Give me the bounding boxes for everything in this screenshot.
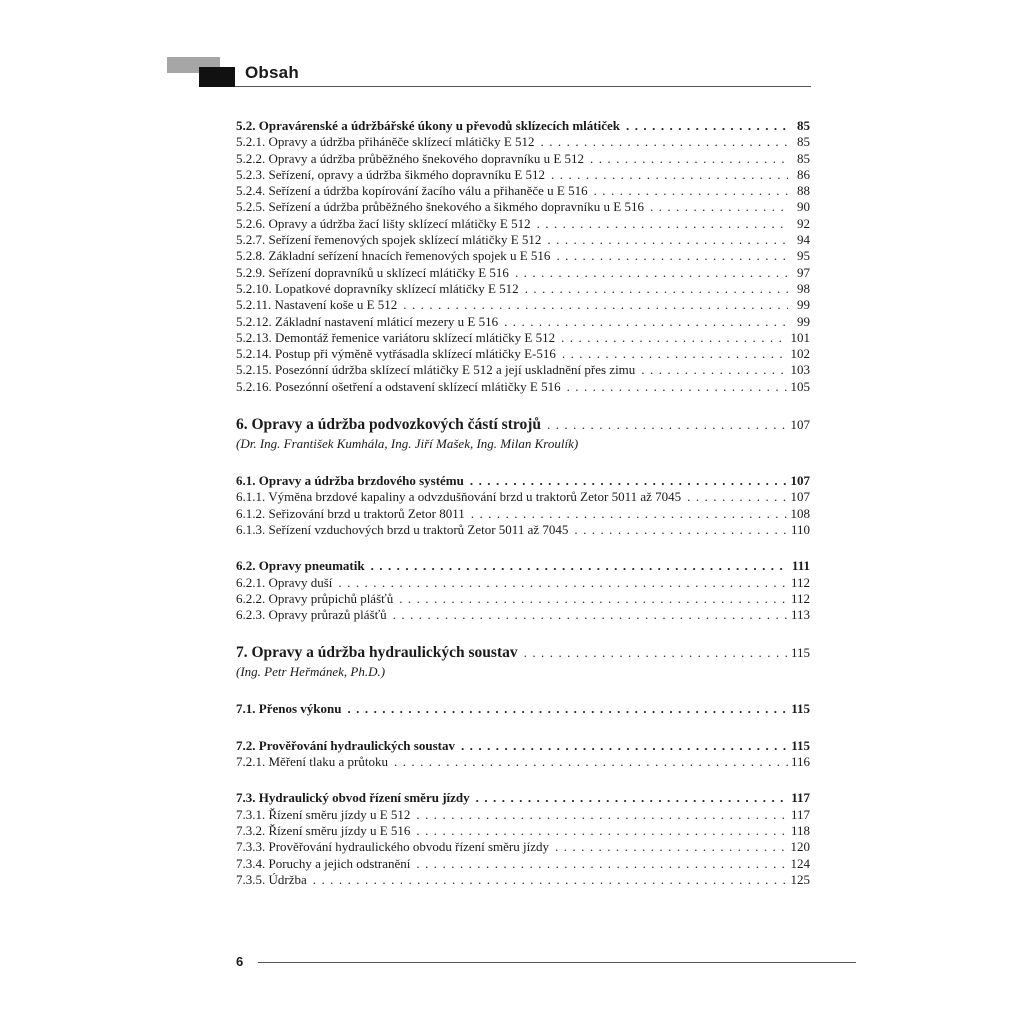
toc-leader bbox=[531, 216, 788, 232]
toc-entry-title: 5.2.3. Seřízení, opravy a údržba šikmého dopravníku E 512 bbox=[236, 166, 546, 182]
spacer bbox=[236, 770, 810, 790]
toc-entry-title: 6.1. Opravy a údržba brzdového systému bbox=[236, 473, 464, 489]
toc-entry-title: 5.2.1. Opravy a údržba přiháněče sklízecí mlátičky E 512 bbox=[236, 134, 535, 150]
toc-leader bbox=[541, 232, 788, 248]
toc-leader bbox=[541, 414, 788, 436]
toc-entry-title: 7.3. Hydraulický obvod řízení směru jízdy bbox=[236, 790, 470, 806]
toc-section-heading bbox=[236, 701, 810, 717]
toc-entry-page: 85 bbox=[797, 118, 810, 133]
toc-entry-title: 5.2.9. Seřízení dopravníků u sklízecí mlátičky E 516 bbox=[236, 264, 509, 280]
toc-leader bbox=[509, 265, 788, 281]
toc-entry-title: 6.1.2. Seřizování brzd u traktorů Zetor 8011 bbox=[236, 505, 465, 521]
toc-entry-page: 98 bbox=[797, 280, 810, 296]
toc-entry-page: 112 bbox=[790, 590, 810, 606]
toc-leader bbox=[681, 489, 788, 505]
toc-entry-title: 5.2.6. Opravy a údržba žací lišty sklízecí mlátičky E 512 bbox=[236, 215, 531, 231]
toc-entry-page: 105 bbox=[790, 378, 810, 394]
toc-entry bbox=[236, 134, 810, 150]
toc-leader bbox=[535, 134, 788, 150]
toc-leader bbox=[549, 839, 788, 855]
toc-entry bbox=[236, 575, 810, 591]
toc-leader bbox=[307, 872, 788, 888]
toc-entry bbox=[236, 506, 810, 522]
toc-entry-page: 125 bbox=[790, 871, 810, 887]
toc-leader bbox=[397, 297, 788, 313]
spacer bbox=[236, 680, 810, 701]
toc-leader bbox=[365, 558, 788, 574]
toc-entry bbox=[236, 754, 810, 770]
toc-entry-page: 90 bbox=[797, 199, 810, 215]
toc-entry bbox=[236, 314, 810, 330]
toc-entry-title: 5.2.11. Nastavení koše u E 512 bbox=[236, 297, 398, 313]
footer-rule bbox=[258, 962, 856, 963]
spacer bbox=[236, 538, 810, 558]
page-header-title: Obsah bbox=[245, 63, 299, 82]
page-number: 6 bbox=[236, 954, 244, 969]
toc-leader bbox=[410, 856, 788, 872]
toc-leader bbox=[341, 701, 788, 717]
toc-entry bbox=[236, 489, 810, 505]
toc-entry-page: 95 bbox=[797, 248, 810, 264]
spacer bbox=[236, 623, 810, 642]
toc-leader bbox=[470, 790, 788, 806]
toc-leader bbox=[588, 183, 788, 199]
spacer bbox=[236, 452, 810, 473]
toc-entry-title: 5.2.15. Posezónní údržba sklízecí mlátičky E 512 a její uskladnění přes zimu bbox=[236, 362, 636, 378]
toc-entry-page: 99 bbox=[797, 313, 810, 329]
toc-leader bbox=[455, 738, 788, 754]
toc-entry-title: 7.1. Přenos výkonu bbox=[236, 701, 342, 717]
toc-leader bbox=[556, 346, 788, 362]
toc-entry-page: 115 bbox=[791, 701, 810, 717]
toc-leader bbox=[584, 151, 788, 167]
toc-entry-page: 116 bbox=[790, 754, 810, 770]
toc-entry-page: 101 bbox=[790, 329, 810, 345]
toc-entry-title: 6.1.3. Seřízení vzduchových brzd u traktorů Zetor 5011 až 7045 bbox=[236, 521, 569, 537]
toc-entry bbox=[236, 522, 810, 538]
spacer bbox=[236, 718, 810, 738]
toc-entry-page: 85 bbox=[797, 134, 810, 150]
toc-leader bbox=[393, 591, 788, 607]
toc-entry-page: 108 bbox=[790, 505, 810, 521]
toc-entry-title: 5.2.14. Postup při výměně vytřásadla sklízecí mlátičky E-516 bbox=[236, 346, 556, 362]
toc-leader bbox=[498, 314, 788, 330]
toc-section-heading bbox=[236, 790, 810, 806]
toc-entry-title: 5.2.7. Seřízení řemenových spojek sklízecí mlátičky E 512 bbox=[236, 232, 542, 248]
toc-entry bbox=[236, 281, 810, 297]
chapter-authors: (Ing. Petr Heřmánek, Ph.D.) bbox=[236, 664, 386, 680]
toc-entry-page: 107 bbox=[790, 489, 810, 505]
toc-entry bbox=[236, 839, 810, 855]
toc-entry-title: 5.2.13. Demontáž řemenice variátoru sklízecí mlátičky E 512 bbox=[236, 329, 556, 345]
toc-entry-title: 6.1.1. Výměna brzdové kapaliny a odvzdušňování brzd u traktorů Zetor 5011 až 7045 bbox=[236, 489, 682, 505]
chapter-authors: (Dr. Ing. František Kumhála, Ing. Jiří Mašek, Ing. Milan Kroulík) bbox=[236, 436, 579, 452]
toc-entry-title: 5.2.5. Seřízení a údržba průběžného šnekového a šikmého dopravníku u E 516 bbox=[236, 199, 644, 215]
toc-entry bbox=[236, 379, 810, 395]
toc-entry-title: 7.2.1. Měření tlaku a průtoku bbox=[236, 754, 388, 770]
toc-leader bbox=[388, 754, 788, 770]
toc-entry-page: 112 bbox=[790, 574, 810, 590]
toc-entry bbox=[236, 183, 810, 199]
toc-entry-page: 92 bbox=[797, 215, 810, 231]
toc-entry-title: 6.2.1. Opravy duší bbox=[236, 574, 333, 590]
toc-entry-title: 5.2. Opravárenské a údržbářské úkony u převodů sklízecích mlátiček bbox=[236, 118, 621, 133]
toc-entry bbox=[236, 607, 810, 623]
toc-entry-title: 6.2.3. Opravy průrazů plášťů bbox=[236, 607, 387, 623]
toc-entry-page: 117 bbox=[791, 790, 810, 806]
toc-entry-page: 120 bbox=[790, 839, 810, 855]
toc-entry-title: 5.2.10. Lopatkové dopravníky sklízecí mlátičky E 512 bbox=[236, 280, 519, 296]
toc-leader bbox=[410, 807, 788, 823]
toc-entry-page: 107 bbox=[790, 417, 810, 433]
toc-leader bbox=[555, 330, 788, 346]
toc-entry bbox=[236, 265, 810, 281]
toc-entry bbox=[236, 872, 810, 888]
spacer bbox=[236, 395, 810, 414]
toc-leader bbox=[332, 575, 788, 591]
toc-leader bbox=[635, 362, 788, 378]
toc-leader bbox=[545, 167, 788, 183]
toc-entry-page: 117 bbox=[790, 806, 810, 822]
toc-entry-title: 6.2. Opravy pneumatik bbox=[236, 558, 365, 574]
toc-chapter-title: 7. Opravy a údržba hydraulických soustav bbox=[236, 644, 518, 662]
toc-section-heading bbox=[236, 118, 810, 134]
toc-leader bbox=[464, 473, 788, 489]
toc-entry bbox=[236, 151, 810, 167]
toc-entry bbox=[236, 330, 810, 346]
toc-entry bbox=[236, 823, 810, 839]
toc-entry-page: 118 bbox=[790, 822, 810, 838]
toc-entry bbox=[236, 216, 810, 232]
toc-section-heading bbox=[236, 473, 810, 489]
toc-entry bbox=[236, 856, 810, 872]
toc-leader bbox=[410, 823, 788, 839]
toc-entry bbox=[236, 807, 810, 823]
toc-leader bbox=[518, 642, 788, 664]
toc-entry-title: 7.3.2. Řízení směru jízdy u E 516 bbox=[236, 822, 411, 838]
toc-entry-title: 7.3.3. Prověřování hydraulického obvodu řízení směru jízdy bbox=[236, 839, 550, 855]
toc-entry-title: 5.2.12. Základní nastavení mláticí mezery u E 516 bbox=[236, 313, 499, 329]
toc-entry-page: 103 bbox=[790, 362, 810, 378]
toc-entry bbox=[236, 362, 810, 378]
toc-entry-title: 7.3.4. Poruchy a jejich odstranění bbox=[236, 855, 411, 871]
toc-chapter-heading bbox=[236, 414, 810, 436]
toc-leader bbox=[620, 118, 788, 134]
toc-entry bbox=[236, 167, 810, 183]
toc-entry-title: 5.2.2. Opravy a údržba průběžného šnekového dopravníku u E 512 bbox=[236, 150, 585, 166]
toc-entry bbox=[236, 199, 810, 215]
toc-entry-title: 5.2.4. Seřízení a údržba kopírování žacího válu a přihaněče u E 516 bbox=[236, 183, 588, 199]
toc-entry-page: 124 bbox=[790, 855, 810, 871]
toc-entry-title: 5.2.16. Posezónní ošetření a odstavení sklízecí mlátičky E 516 bbox=[236, 378, 561, 394]
toc-entry-page: 97 bbox=[797, 264, 810, 280]
header-rule bbox=[235, 86, 811, 87]
toc-entry-page: 86 bbox=[797, 166, 810, 182]
toc-leader bbox=[465, 506, 788, 522]
toc-entry-title: 6.2.2. Opravy průpichů plášťů bbox=[236, 590, 394, 606]
toc-section-heading bbox=[236, 738, 810, 754]
toc-entry-page: 102 bbox=[790, 346, 810, 362]
toc-entry-page: 99 bbox=[797, 297, 810, 313]
toc-entry-title: 7.3.5. Údržba bbox=[236, 871, 307, 887]
toc-leader bbox=[644, 199, 788, 215]
toc-leader bbox=[550, 248, 788, 264]
toc-chapter-heading bbox=[236, 642, 810, 664]
toc-leader bbox=[387, 607, 788, 623]
toc-chapter-title: 6. Opravy a údržba podvozkových částí strojů bbox=[236, 416, 541, 434]
toc-entry-page: 107 bbox=[790, 473, 810, 489]
toc-entry bbox=[236, 591, 810, 607]
toc-entry-title: 5.2.8. Základní seřízení hnacích řemenových spojek u E 516 bbox=[236, 248, 551, 264]
header-black-tab bbox=[199, 67, 235, 87]
toc-entry-page: 111 bbox=[791, 558, 810, 574]
toc-entry-page: 85 bbox=[797, 150, 810, 166]
toc-entry-page: 110 bbox=[790, 521, 810, 537]
toc-section-heading bbox=[236, 558, 810, 574]
toc-leader bbox=[561, 379, 788, 395]
table-of-contents bbox=[236, 118, 810, 888]
toc-entry-page: 113 bbox=[790, 607, 810, 623]
toc-leader bbox=[568, 522, 788, 538]
toc-entry-title: 7.3.1. Řízení směru jízdy u E 512 bbox=[236, 806, 411, 822]
toc-entry bbox=[236, 297, 810, 313]
toc-entry-page: 88 bbox=[797, 183, 810, 199]
toc-entry bbox=[236, 248, 810, 264]
toc-entry bbox=[236, 346, 810, 362]
toc-entry-page: 115 bbox=[790, 645, 810, 661]
toc-entry-title: 7.2. Prověřování hydraulických soustav bbox=[236, 737, 455, 753]
toc-leader bbox=[519, 281, 788, 297]
toc-entry-page: 94 bbox=[797, 232, 810, 248]
toc-entry-page: 115 bbox=[791, 737, 810, 753]
toc-entry bbox=[236, 232, 810, 248]
